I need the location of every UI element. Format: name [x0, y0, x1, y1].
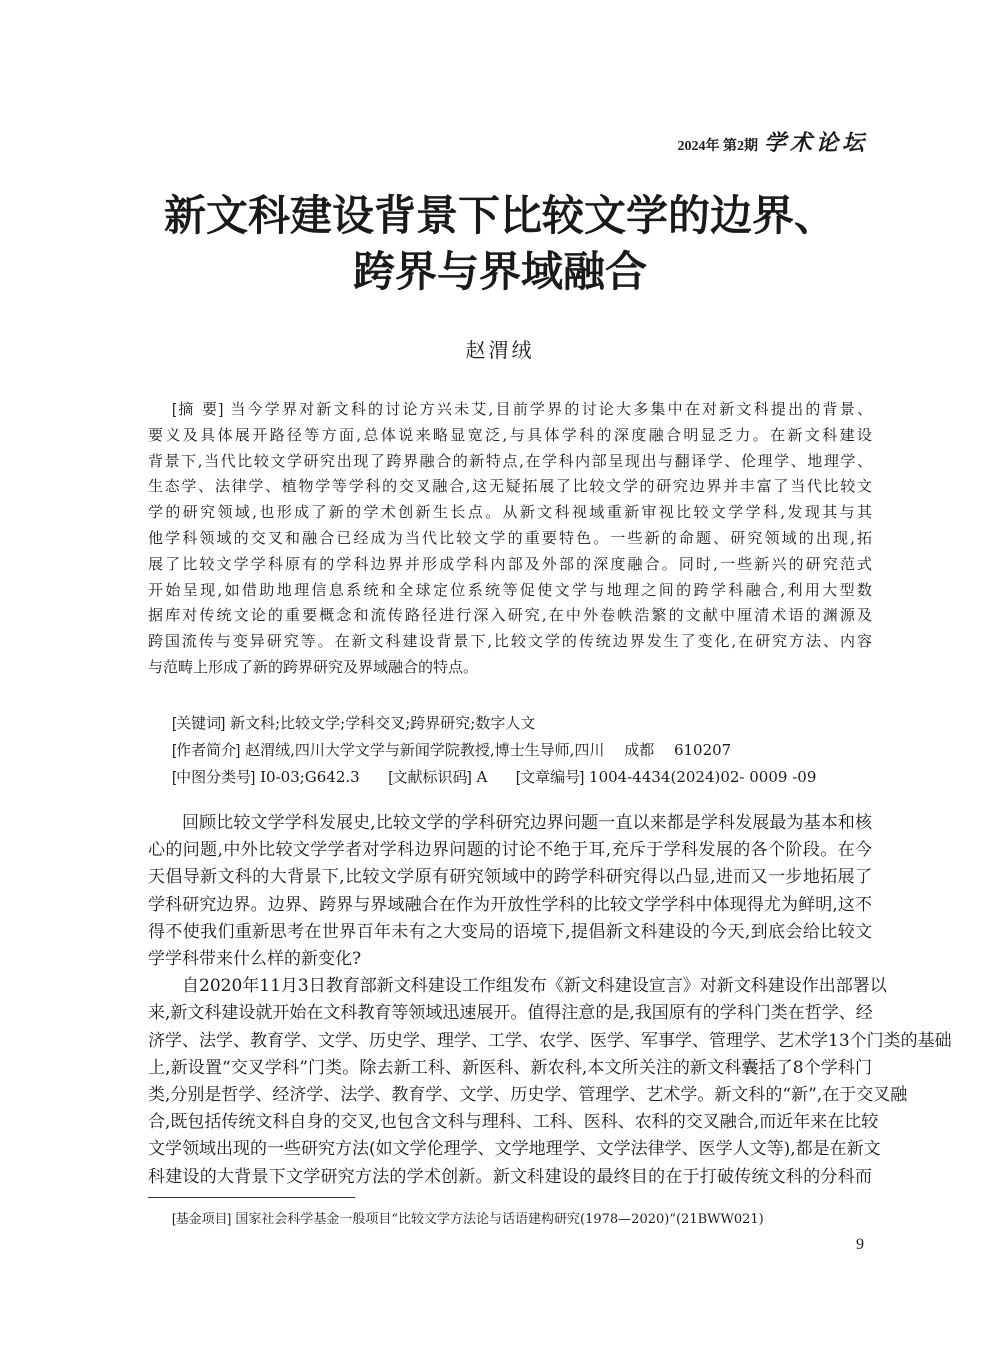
- abstract-line: [148, 397, 872, 423]
- abstract-line: [148, 578, 872, 604]
- article-metadata: [172, 710, 872, 791]
- abstract-line-text: 据库对传统文论的重要概念和流传路径进行深入研究,在中外卷帙浩繁的文献中厘清术语的渊源及: [148, 606, 872, 625]
- abstract-line-text: 展了比较文学学科原有的学科边界并形成学科内部及外部的深度融合。同时,一些新兴的研究范式: [148, 554, 872, 573]
- funding-footnote: [172, 1208, 764, 1227]
- funding-label: [基金项目]: [172, 1211, 232, 1226]
- body-text: [148, 810, 952, 1191]
- article-title: [0, 188, 1000, 300]
- footnote-divider: [148, 1197, 355, 1198]
- author-info-label: [作者简介]: [172, 742, 241, 759]
- abstract-line: [148, 474, 872, 500]
- abstract-line: [148, 629, 872, 655]
- classification-row: [172, 764, 872, 791]
- paragraph: [148, 973, 952, 1191]
- abstract-line-text: 开始呈现,如借助地理信息系统和全球定位系统等促使文学与地理之间的跨学科融合,利用大型数: [148, 580, 872, 599]
- author-info-row: [172, 737, 872, 764]
- clc-value: I0-03;G642.3: [260, 768, 360, 786]
- body-line: 类,分别是哲学、经济学、法学、教育学、文学、历史学、管理学、艺术学。新文科的“新”,在于交叉融: [148, 1085, 908, 1106]
- running-header: [677, 126, 868, 157]
- abstract-line-text: 学的研究领域,也形成了新的学术创新生长点。从新文科视域重新审视比较文学学科,发现其与其: [148, 503, 872, 522]
- page-number: 9: [856, 1236, 864, 1253]
- doc-code-label: [文献标识码]: [388, 769, 472, 786]
- abstract-line: [148, 552, 872, 578]
- abstract-line: [148, 423, 872, 449]
- body-line: 自2020年11月3日教育部新文科建设工作组发布《新文科建设宣言》对新文科建设作出部署以: [182, 976, 887, 997]
- body-line: 来,新文科建设就开始在文科教育等领域迅速展开。值得注意的是,我国原有的学科门类在哲学、经: [148, 1003, 873, 1024]
- abstract-line-text: 跨国流传与变异研究等。在新文科建设背景下,比较文学的传统边界发生了变化,在研究方法、内容: [148, 632, 872, 651]
- abstract-line: [148, 655, 872, 681]
- abstract-label: [摘 要]: [172, 401, 224, 418]
- abstract-line: [148, 526, 872, 552]
- abstract-line-text: 当今学界对新文科的讨论方兴未艾,目前学界的讨论大多集中在对新文科提出的背景、: [230, 400, 872, 418]
- body-line: 上,新设置“交叉学科”门类。除去新工科、新医科、新农科,本文所关注的新文科囊括了8个学科门: [148, 1057, 872, 1078]
- abstract-line-text: 背景下,当代比较文学研究出现了跨界融合的新特点,在学科内部呈现出与翻译学、伦理学、地理学、: [148, 451, 872, 470]
- abstract: [148, 397, 872, 681]
- body-line: 科建设的大背景下文学研究方法的学术创新。新文科建设的最终目的在于打破传统文科的分科而: [148, 1166, 872, 1187]
- body-line: 天倡导新文科的大背景下,比较文学原有研究领域中的跨学科研究得以凸显,进而又一步地拓展了: [148, 867, 872, 888]
- author-name: 赵渭绒: [465, 338, 535, 362]
- keywords-row: [172, 710, 872, 737]
- keywords-label: [关键词]: [172, 715, 226, 732]
- abstract-line: [148, 500, 872, 526]
- body-line: 学学科带来什么样的新变化?: [148, 949, 362, 970]
- paragraph: [148, 810, 872, 973]
- title-line: 新文科建设背景下比较文学的边界、: [163, 191, 836, 240]
- funding-value: 国家社会科学基金一般项目“比较文学方法论与话语建构研究(1978—2020)”(21BWW021): [235, 1212, 764, 1227]
- body-line: 回顾比较文学学科发展史,比较文学的学科研究边界问题一直以来都是学科发展最为基本和核: [182, 813, 872, 833]
- article-number-value: 1004-4434(2024)02- 0009 -09: [589, 768, 817, 786]
- abstract-line: [148, 603, 872, 629]
- body-line: 济学、法学、教育学、文学、历史学、理学、工学、农学、医学、军事学、管理学、艺术学13个门类的基础: [148, 1030, 952, 1051]
- body-line: 学科研究边界。边界、跨界与界域融合在作为开放性学科的比较文学学科中体现得尤为鲜明,这不: [148, 894, 872, 915]
- abstract-line: [148, 449, 872, 475]
- abstract-line-text: 要义及具体展开路径等方面,总体说来略显宽泛,与具体学科的深度融合明显乏力。在新文科建设: [148, 425, 872, 444]
- doc-code-value: A: [476, 768, 488, 786]
- journal-logo: 学术论坛: [763, 130, 868, 155]
- issue-label: 2024年 第2期: [677, 139, 758, 154]
- abstract-line-text: 与范畴上形成了新的跨界研究及界域融合的特点。: [148, 657, 479, 676]
- body-line: 心的问题,中外比较文学学者对学科边界问题的讨论不绝于耳,充斥于学科发展的各个阶段。在今: [148, 840, 872, 861]
- article-number-label: [文章编号]: [515, 769, 585, 786]
- author-info-value: 赵渭绒,四川大学文学与新闻学院教授,博士生导师,四川 成都 610207: [245, 741, 732, 759]
- keywords-value: 新文科;比较文学;学科交叉;跨界研究;数字人文: [230, 714, 536, 732]
- clc-label: [中图分类号]: [172, 769, 256, 786]
- body-line: 得不使我们重新思考在世界百年未有之大变局的语境下,提倡新文科建设的今天,到底会给比较文: [148, 921, 872, 942]
- abstract-line-text: 生态学、法律学、植物学等学科的交叉融合,这无疑拓展了比较文学的研究边界并丰富了当代比较文: [148, 477, 872, 496]
- body-line: 合,既包括传统文科自身的交叉,也包含文科与理科、工科、医科、农科的交叉融合,而近年来在比较: [148, 1112, 879, 1133]
- title-line: 跨界与界域融合: [352, 247, 647, 296]
- body-line: 文学领域出现的一些研究方法(如文学伦理学、文学地理学、文学法律学、医学人文等),都是在新文: [148, 1139, 881, 1160]
- abstract-line-text: 他学科领域的交叉和融合已经成为当代比较文学的重要特色。一些新的命题、研究领域的出现,拓: [148, 528, 872, 547]
